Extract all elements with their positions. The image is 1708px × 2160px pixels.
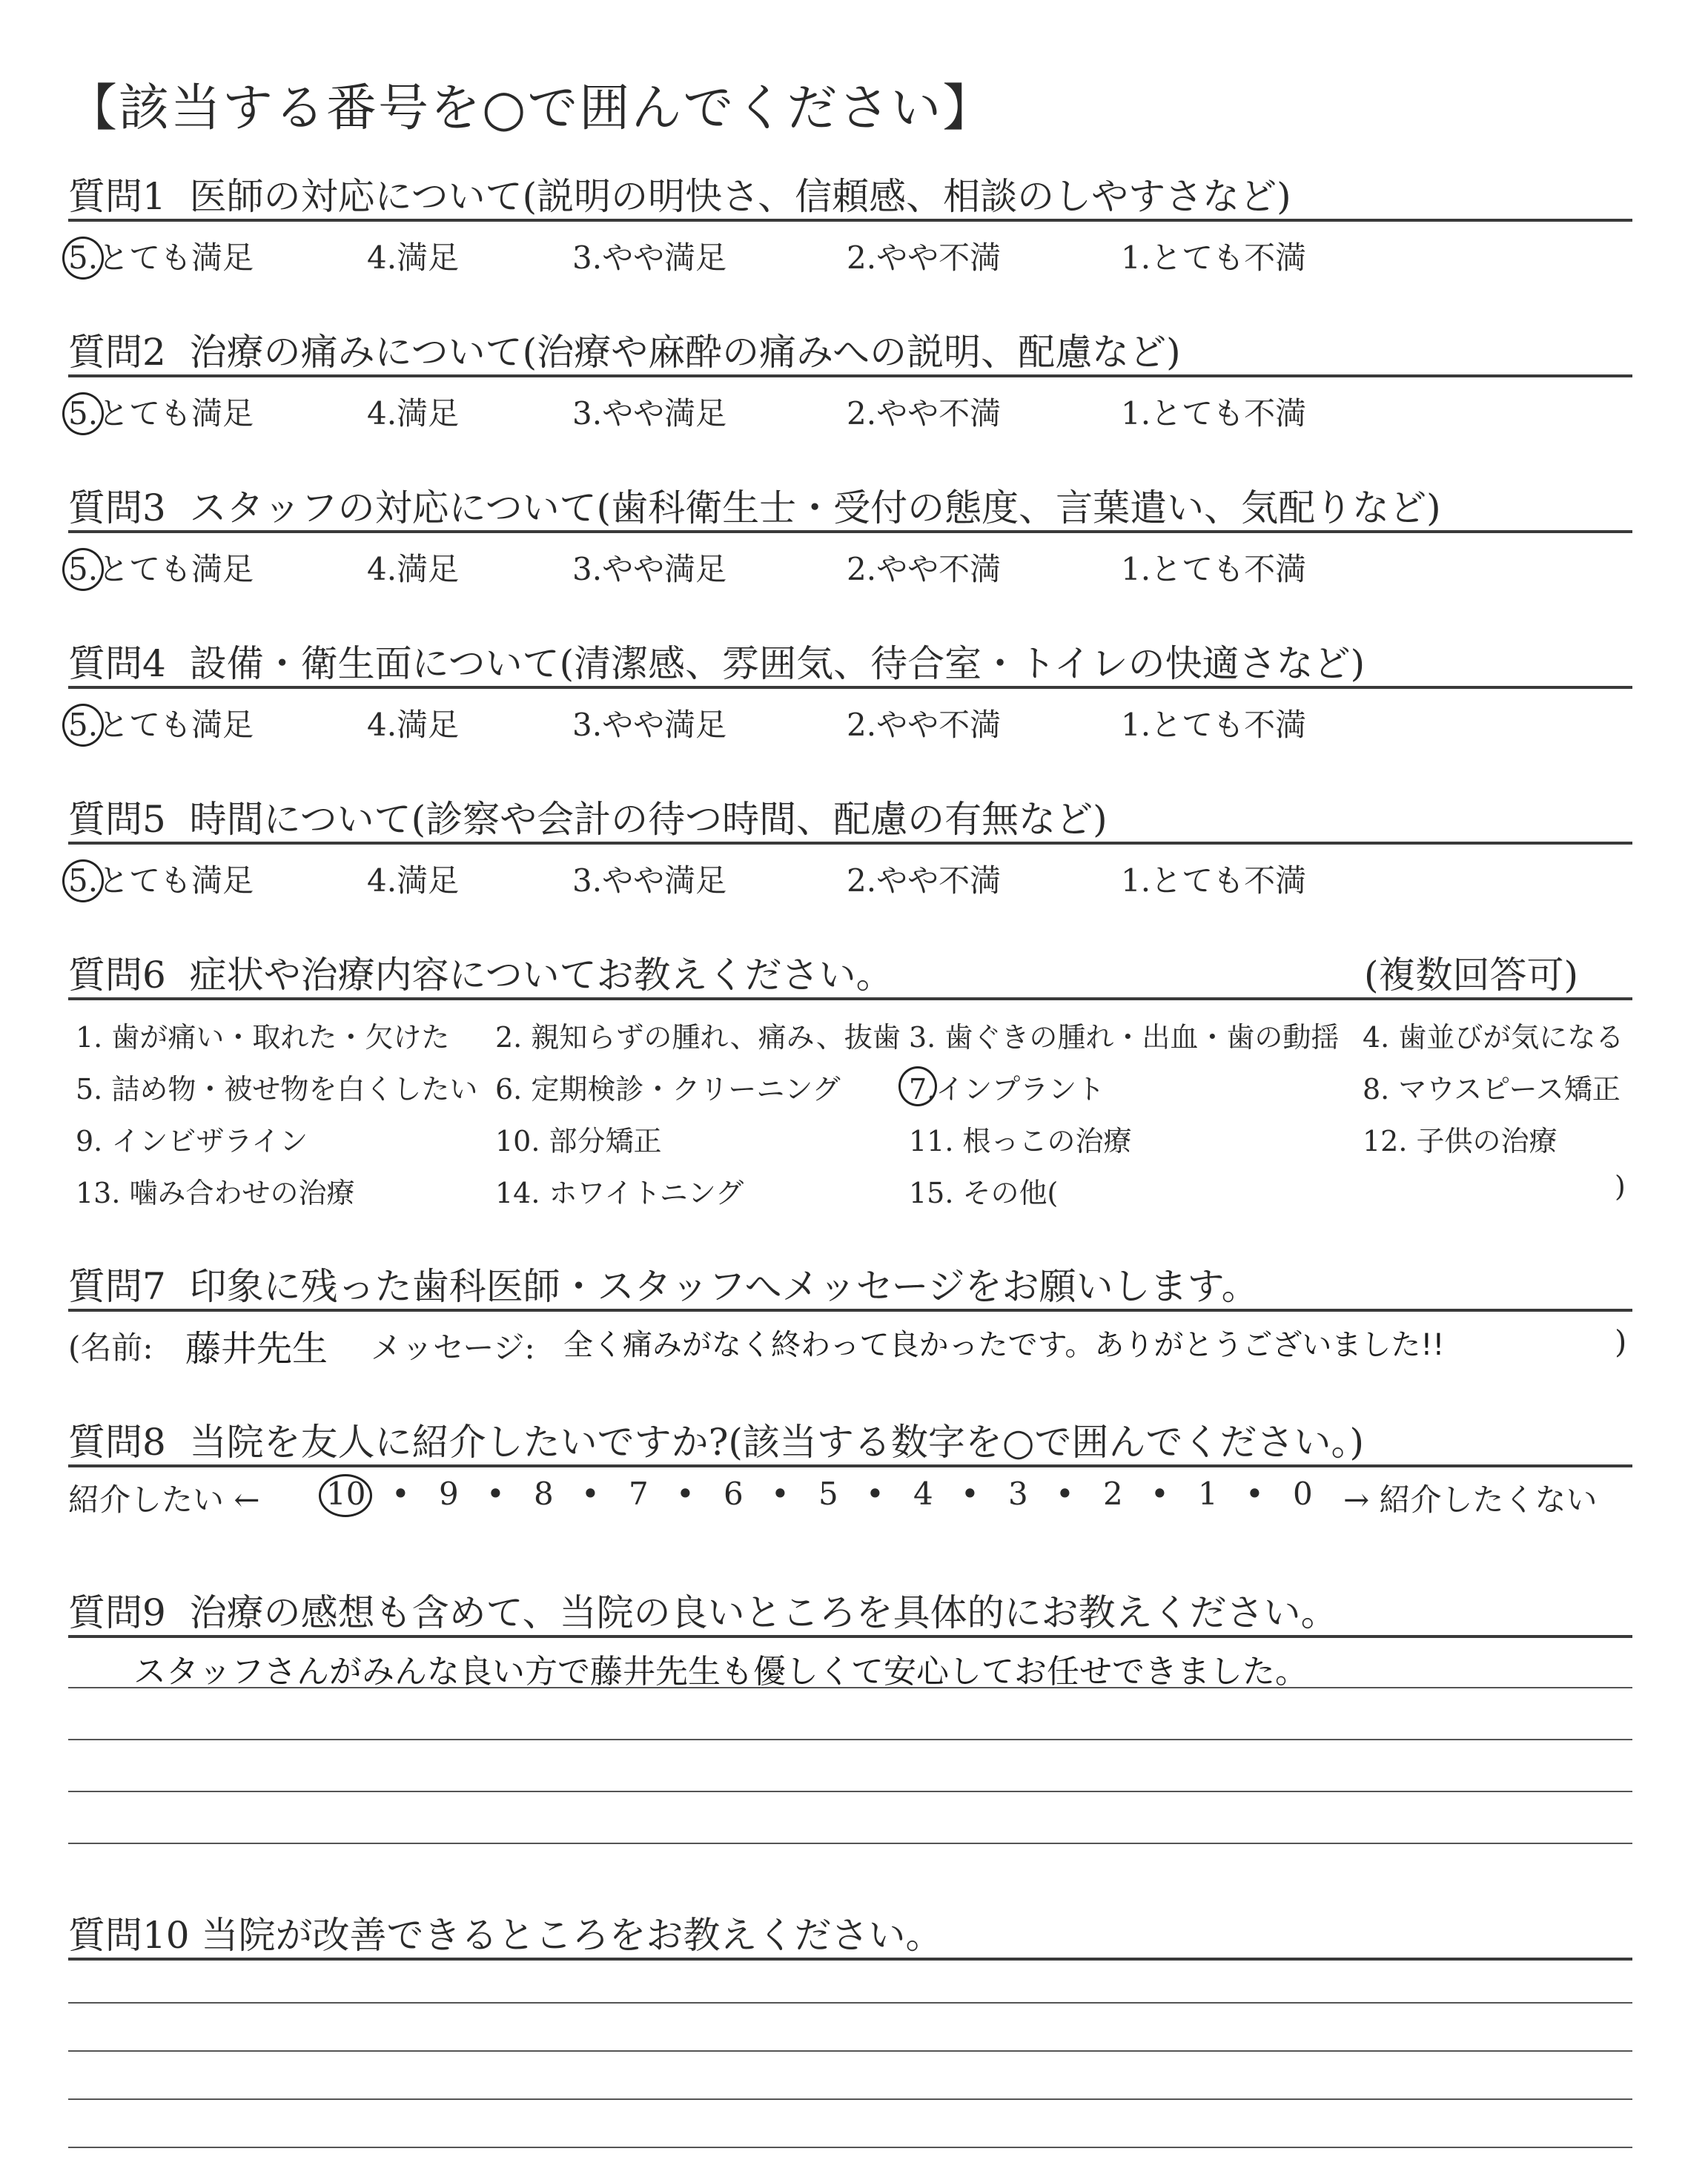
scale-sep: •	[676, 1476, 695, 1512]
scale-sep: •	[391, 1476, 410, 1512]
answer-line	[68, 1791, 1632, 1792]
option-4[interactable]: 4.満足	[367, 862, 460, 899]
option-1[interactable]: 1.とても不満	[1121, 551, 1307, 587]
scale-3[interactable]: 3	[1008, 1476, 1028, 1512]
message-prefix: メッセージ:	[371, 1330, 535, 1366]
option-5[interactable]: 5.とても満足	[68, 862, 254, 899]
question-2-title: 質問2 治療の痛みについて(治療や麻酔の痛みへの説明、配慮など)	[68, 331, 1181, 374]
question-7-rule	[68, 1309, 1632, 1312]
option-4[interactable]: 4.満足	[367, 551, 460, 587]
selection-circle	[319, 1474, 372, 1517]
scale-4[interactable]: 4	[913, 1476, 933, 1512]
option-2[interactable]: 2.やや不満	[847, 240, 1002, 276]
checkbox-item-15[interactable]: 15. その他(	[909, 1177, 1059, 1209]
checkbox-item-8[interactable]: 8. マウスピース矯正	[1363, 1073, 1621, 1106]
option-3[interactable]: 3.やや満足	[572, 551, 727, 587]
checkbox-item-11[interactable]: 11. 根っこの治療	[909, 1125, 1132, 1157]
question-1-rule	[68, 219, 1632, 222]
name-value[interactable]: 藤井先生	[185, 1328, 328, 1370]
scale-sep: •	[1245, 1476, 1264, 1512]
option-3[interactable]: 3.やや満足	[572, 707, 727, 743]
option-3[interactable]: 3.やや満足	[572, 240, 727, 276]
checkbox-item-1[interactable]: 1. 歯が痛い・取れた・欠けた	[76, 1021, 450, 1054]
question-9-title: 質問9 治療の感想も含めて、当院の良いところを具体的にお教えください。	[68, 1591, 1338, 1634]
option-2[interactable]: 2.やや不満	[847, 862, 1002, 899]
scale-sep: •	[1056, 1476, 1074, 1512]
selection-circle	[62, 392, 104, 435]
option-5[interactable]: 5.とても満足	[68, 707, 254, 743]
selection-circle	[62, 237, 104, 280]
option-3[interactable]: 3.やや満足	[572, 395, 727, 432]
checkbox-item-2[interactable]: 2. 親知らずの腫れ、痛み、抜歯	[495, 1021, 901, 1054]
question-6-title: 質問6 症状や治療内容についてお教えください。	[68, 954, 893, 997]
checkbox-item-6[interactable]: 6. 定期検診・クリーニング	[495, 1073, 841, 1106]
scale-sep: •	[961, 1476, 979, 1512]
scale-10[interactable]: 10	[326, 1476, 366, 1512]
question-3-title: 質問3 スタッフの対応について(歯科衛生士・受付の態度、言葉遣い、気配りなど)	[68, 486, 1441, 529]
checkbox-item-4[interactable]: 4. 歯並びが気になる	[1363, 1021, 1624, 1054]
selection-circle	[62, 859, 104, 902]
scale-8[interactable]: 8	[534, 1476, 554, 1512]
answer-line	[68, 2098, 1632, 2100]
option-4[interactable]: 4.満足	[367, 707, 460, 743]
message-value[interactable]: 全く痛みがなく終わって良かったです。ありがとうございました!!	[563, 1328, 1445, 1362]
question-4-title: 質問4 設備・衛生面について(清潔感、雰囲気、待合室・トイレの快適さなど)	[68, 642, 1366, 685]
recommend-left-label: 紹介したい ←	[68, 1482, 260, 1518]
option-1[interactable]: 1.とても不満	[1121, 395, 1307, 432]
option-3[interactable]: 3.やや満足	[572, 862, 727, 899]
answer-line	[68, 1687, 1632, 1688]
page-title: 【該当する番号を○で囲んでください】	[67, 79, 995, 138]
question-8-title: 質問8 当院を友人に紹介したいですか?(該当する数字を○で囲んでください。)	[68, 1421, 1365, 1464]
scale-6[interactable]: 6	[724, 1476, 744, 1512]
checkbox-item-5[interactable]: 5. 詰め物・被せ物を白くしたい	[76, 1073, 478, 1106]
checkbox-item-7[interactable]: 7.インプラント	[909, 1073, 1105, 1106]
multiple-answers-note: (複数回答可)	[1364, 954, 1579, 997]
question-2-rule	[68, 374, 1632, 377]
scale-1[interactable]: 1	[1198, 1476, 1218, 1512]
question-4	[0, 634, 1708, 745]
question-1	[0, 167, 1708, 278]
scale-sep: •	[1151, 1476, 1169, 1512]
question-1-title: 質問1 医師の対応について(説明の明快さ、信頼感、相談のしやすさなど)	[68, 175, 1291, 218]
question-6-rule	[68, 997, 1632, 1000]
option-2[interactable]: 2.やや不満	[847, 551, 1002, 587]
answer-line	[68, 2050, 1632, 2052]
scale-0[interactable]: 0	[1293, 1476, 1313, 1512]
checkbox-item-13[interactable]: 13. 噛み合わせの治療	[76, 1177, 355, 1209]
selection-circle	[62, 548, 104, 591]
selection-circle	[898, 1066, 937, 1106]
scale-sep: •	[771, 1476, 790, 1512]
question-10-title: 質問10 当院が改善できるところをお教えください。	[68, 1914, 943, 1957]
question-5	[0, 790, 1708, 901]
question-4-rule	[68, 686, 1632, 689]
option-4[interactable]: 4.満足	[367, 395, 460, 432]
scale-2[interactable]: 2	[1103, 1476, 1123, 1512]
checkbox-item-14[interactable]: 14. ホワイトニング	[495, 1177, 744, 1209]
option-1[interactable]: 1.とても不満	[1121, 862, 1307, 899]
question-10-rule	[68, 1958, 1632, 1961]
scale-sep: •	[866, 1476, 884, 1512]
question-5-title: 質問5 時間について(診察や会計の待つ時間、配慮の有無など)	[68, 798, 1108, 841]
selection-circle	[62, 704, 104, 747]
answer-line	[68, 2002, 1632, 2004]
good-points-answer[interactable]: スタッフさんがみんな良い方で藤井先生も優しくて安心してお任せできました。	[133, 1653, 1308, 1691]
checkbox-item-9[interactable]: 9. インビザライン	[76, 1125, 308, 1157]
checkbox-item-3[interactable]: 3. 歯ぐきの腫れ・出血・歯の動揺	[909, 1021, 1340, 1054]
answer-line	[68, 1739, 1632, 1740]
question-3	[0, 478, 1708, 589]
scale-5[interactable]: 5	[818, 1476, 838, 1512]
option-1[interactable]: 1.とても不満	[1121, 707, 1307, 743]
checkbox-item-12[interactable]: 12. 子供の治療	[1363, 1125, 1558, 1157]
message-close-paren: )	[1615, 1324, 1627, 1360]
name-prefix: (名前:	[68, 1330, 153, 1366]
question-9-rule	[68, 1635, 1632, 1638]
option-4[interactable]: 4.満足	[367, 240, 460, 276]
scale-9[interactable]: 9	[439, 1476, 459, 1512]
question-3-rule	[68, 530, 1632, 533]
answer-line	[68, 1843, 1632, 1844]
option-5[interactable]: 5.とても満足	[68, 551, 254, 587]
answer-line	[68, 2147, 1632, 2148]
option-5[interactable]: 5.とても満足	[68, 395, 254, 432]
other-close-paren: )	[1615, 1170, 1626, 1203]
question-7-title: 質問7 印象に残った歯科医師・スタッフへメッセージをお願いします。	[68, 1265, 1259, 1308]
option-1[interactable]: 1.とても不満	[1121, 240, 1307, 276]
option-2[interactable]: 2.やや不満	[847, 395, 1002, 432]
option-2[interactable]: 2.やや不満	[847, 707, 1002, 743]
scale-sep: •	[581, 1476, 600, 1512]
question-8-rule	[68, 1464, 1632, 1467]
question-2	[0, 323, 1708, 434]
recommend-right-label: → 紹介したくない	[1343, 1482, 1598, 1518]
question-5-rule	[68, 842, 1632, 845]
scale-sep: •	[486, 1476, 505, 1512]
scale-7[interactable]: 7	[629, 1476, 649, 1512]
option-5[interactable]: 5.とても満足	[68, 240, 254, 276]
checkbox-item-10[interactable]: 10. 部分矯正	[495, 1125, 662, 1157]
